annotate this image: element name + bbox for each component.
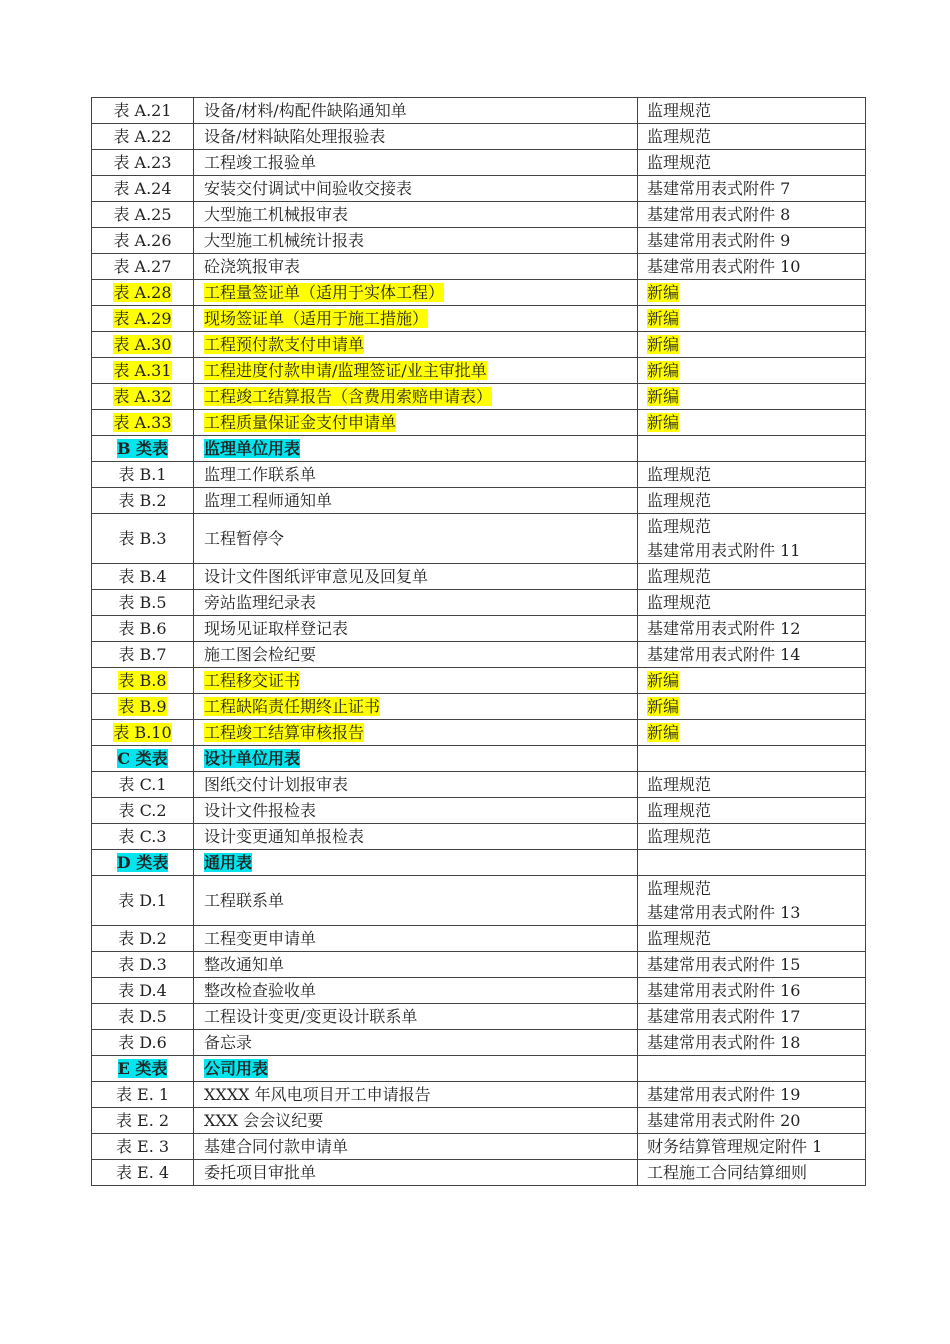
- table-row: [92, 358, 866, 384]
- form-code-cell: [92, 488, 194, 514]
- table-row: [92, 176, 866, 202]
- form-source: 基建常用表式附件 7: [647, 178, 791, 198]
- form-name: 工程竣工结算审核报告: [204, 722, 365, 742]
- form-source-cell: [638, 124, 866, 150]
- form-source-cell: [638, 772, 866, 798]
- form-name: 大型施工机械报审表: [204, 204, 349, 224]
- form-name: 工程质量保证金支付申请单: [204, 412, 397, 432]
- table-row: [92, 720, 866, 746]
- form-source-cell: [638, 564, 866, 590]
- form-name-cell: [194, 202, 638, 228]
- form-code: 表 C.1: [118, 774, 167, 794]
- form-code-cell: [92, 1160, 194, 1186]
- form-name-cell: [194, 1108, 638, 1134]
- form-name: 工程联系单: [204, 890, 285, 910]
- form-code: 表 E. 1: [115, 1084, 170, 1104]
- table-row: [92, 798, 866, 824]
- form-name: 设计文件报检表: [204, 800, 317, 820]
- form-name: 大型施工机械统计报表: [204, 230, 365, 250]
- form-code: 表 D.2: [118, 928, 167, 948]
- form-name: 工程竣工报验单: [204, 152, 317, 172]
- form-name: 图纸交付计划报审表: [204, 774, 349, 794]
- form-source-cell: [638, 668, 866, 694]
- form-name-cell: [194, 436, 638, 462]
- table-body: [92, 98, 866, 1186]
- form-code-cell: [92, 642, 194, 668]
- form-name-cell: [194, 1056, 638, 1082]
- form-code-cell: [92, 694, 194, 720]
- form-code-cell: [92, 228, 194, 254]
- table-row: [92, 1030, 866, 1056]
- form-source: 基建常用表式附件 20: [647, 1110, 801, 1130]
- form-name-cell: [194, 590, 638, 616]
- category-row: [92, 850, 866, 876]
- form-code-cell: [92, 1108, 194, 1134]
- form-code: 表 A.23: [113, 152, 172, 172]
- form-name-cell: [194, 98, 638, 124]
- forms-index-table: [91, 97, 866, 1186]
- form-name-cell: [194, 668, 638, 694]
- form-source-cell: [638, 1056, 866, 1082]
- category-row: [92, 746, 866, 772]
- form-code: E 类表: [117, 1058, 168, 1078]
- form-source-cell: [638, 642, 866, 668]
- form-source: 基建常用表式附件 18: [647, 1032, 801, 1052]
- form-source: 监理规范: [647, 800, 712, 820]
- form-name-cell: [194, 488, 638, 514]
- form-source-cell: [638, 384, 866, 410]
- form-code-cell: [92, 952, 194, 978]
- form-name-cell: [194, 952, 638, 978]
- table-row: [92, 514, 866, 564]
- form-source: 基建常用表式附件 10: [647, 256, 801, 276]
- form-code: 表 A.24: [113, 178, 172, 198]
- table-row: [92, 280, 866, 306]
- form-name-cell: [194, 824, 638, 850]
- form-code: 表 A.28: [113, 282, 172, 302]
- form-name: 工程暂停令: [204, 528, 285, 548]
- form-name: 砼浇筑报审表: [204, 256, 301, 276]
- form-name: 委托项目审批单: [204, 1162, 317, 1182]
- form-name-cell: [194, 926, 638, 952]
- form-name: 工程预付款支付申请单: [204, 334, 365, 354]
- form-source-cell: [638, 202, 866, 228]
- form-name: 监理工程师通知单: [204, 490, 333, 510]
- form-source-cell: [638, 876, 866, 926]
- form-code-cell: [92, 668, 194, 694]
- table-row: [92, 384, 866, 410]
- form-name-cell: [194, 514, 638, 564]
- form-code-cell: [92, 590, 194, 616]
- form-code-cell: [92, 746, 194, 772]
- form-code: D 类表: [116, 852, 169, 872]
- form-source-cell: [638, 850, 866, 876]
- table-row: [92, 332, 866, 358]
- form-source: 基建常用表式附件 19: [647, 1084, 801, 1104]
- form-source: 基建常用表式附件 13: [647, 902, 801, 922]
- category-title: 监理单位用表: [204, 438, 301, 458]
- form-code: 表 C.3: [118, 826, 167, 846]
- form-name-cell: [194, 462, 638, 488]
- form-source: 基建常用表式附件 15: [647, 954, 801, 974]
- form-source-cell: [638, 436, 866, 462]
- form-code: 表 A.22: [113, 126, 172, 146]
- form-code-cell: [92, 462, 194, 488]
- form-name-cell: [194, 306, 638, 332]
- form-code-cell: [92, 384, 194, 410]
- form-code-cell: [92, 254, 194, 280]
- form-code: 表 B.4: [118, 566, 167, 586]
- form-name-cell: [194, 150, 638, 176]
- form-name-cell: [194, 798, 638, 824]
- table-row: [92, 772, 866, 798]
- form-source: 新编: [647, 670, 680, 690]
- form-source: 基建常用表式附件 12: [647, 618, 801, 638]
- form-source-cell: [638, 694, 866, 720]
- form-name: 旁站监理纪录表: [204, 592, 317, 612]
- form-source-cell: [638, 590, 866, 616]
- form-name-cell: [194, 124, 638, 150]
- form-code-cell: [92, 176, 194, 202]
- form-source-cell: [638, 488, 866, 514]
- table-row: [92, 306, 866, 332]
- form-source-cell: [638, 1108, 866, 1134]
- form-code: 表 A.26: [113, 230, 172, 250]
- form-code: 表 B.2: [118, 490, 167, 510]
- form-code-cell: [92, 1030, 194, 1056]
- form-name-cell: [194, 876, 638, 926]
- form-code: 表 B.6: [118, 618, 167, 638]
- form-code-cell: [92, 410, 194, 436]
- form-name: 安装交付调试中间验收交接表: [204, 178, 413, 198]
- form-name: 工程缺陷责任期终止证书: [204, 696, 381, 716]
- form-name: 整改通知单: [204, 954, 285, 974]
- form-source-cell: [638, 150, 866, 176]
- form-code-cell: [92, 358, 194, 384]
- form-source: 监理规范: [647, 152, 712, 172]
- form-code-cell: [92, 1004, 194, 1030]
- form-source: 新编: [647, 360, 680, 380]
- form-source: 新编: [647, 722, 680, 742]
- table-row: [92, 952, 866, 978]
- form-name-cell: [194, 228, 638, 254]
- form-source: 监理规范: [647, 516, 712, 536]
- form-code: 表 A.33: [113, 412, 172, 432]
- form-code-cell: [92, 280, 194, 306]
- form-name: 基建合同付款申请单: [204, 1136, 349, 1156]
- form-code-cell: [92, 616, 194, 642]
- form-code-cell: [92, 98, 194, 124]
- category-row: [92, 1056, 866, 1082]
- table-row: [92, 564, 866, 590]
- category-title: 设计单位用表: [204, 748, 301, 768]
- form-source-cell: [638, 176, 866, 202]
- form-name-cell: [194, 1160, 638, 1186]
- form-name: 设备/材料缺陷处理报验表: [204, 126, 386, 146]
- form-code: 表 A.25: [113, 204, 172, 224]
- form-name: 设备/材料/构配件缺陷通知单: [204, 100, 407, 120]
- category-row: [92, 436, 866, 462]
- form-code: 表 D.1: [118, 890, 167, 910]
- form-source-cell: [638, 1134, 866, 1160]
- form-name: 现场签证单（适用于施工措施）: [204, 308, 429, 328]
- form-code-cell: [92, 124, 194, 150]
- form-name-cell: [194, 772, 638, 798]
- form-source: 监理规范: [647, 592, 712, 612]
- form-code: 表 B.9: [118, 696, 167, 716]
- form-source-cell: [638, 952, 866, 978]
- form-name-cell: [194, 642, 638, 668]
- form-code: 表 A.30: [113, 334, 172, 354]
- form-code-cell: [92, 1134, 194, 1160]
- form-code-cell: [92, 202, 194, 228]
- form-code: 表 E. 2: [115, 1110, 170, 1130]
- table-row: [92, 1004, 866, 1030]
- form-name-cell: [194, 358, 638, 384]
- form-name-cell: [194, 850, 638, 876]
- form-code: 表 A.21: [113, 100, 172, 120]
- form-source-cell: [638, 98, 866, 124]
- form-source-cell: [638, 306, 866, 332]
- form-name: 整改检查验收单: [204, 980, 317, 1000]
- form-source: 监理规范: [647, 490, 712, 510]
- table-row: [92, 1134, 866, 1160]
- form-source-cell: [638, 720, 866, 746]
- form-source: 监理规范: [647, 126, 712, 146]
- form-source-cell: [638, 746, 866, 772]
- table-row: [92, 1108, 866, 1134]
- form-source: 监理规范: [647, 826, 712, 846]
- form-source-cell: [638, 1160, 866, 1186]
- form-name-cell: [194, 1004, 638, 1030]
- form-source-cell: [638, 798, 866, 824]
- form-name-cell: [194, 332, 638, 358]
- form-name-cell: [194, 616, 638, 642]
- form-source: 监理规范: [647, 774, 712, 794]
- table-row: [92, 98, 866, 124]
- table-row: [92, 616, 866, 642]
- category-title: 公司用表: [204, 1058, 269, 1078]
- form-source: 新编: [647, 386, 680, 406]
- form-code: 表 B.1: [118, 464, 167, 484]
- form-name-cell: [194, 564, 638, 590]
- form-code-cell: [92, 978, 194, 1004]
- form-code-cell: [92, 850, 194, 876]
- form-name: 工程移交证书: [204, 670, 301, 690]
- form-name-cell: [194, 694, 638, 720]
- form-name-cell: [194, 384, 638, 410]
- form-name: 工程设计变更/变更设计联系单: [204, 1006, 418, 1026]
- table-row: [92, 824, 866, 850]
- form-source-cell: [638, 824, 866, 850]
- form-source: 基建常用表式附件 8: [647, 204, 791, 224]
- form-source: 基建常用表式附件 16: [647, 980, 801, 1000]
- form-name: 监理工作联系单: [204, 464, 317, 484]
- form-source-cell: [638, 254, 866, 280]
- form-code-cell: [92, 798, 194, 824]
- form-source-cell: [638, 228, 866, 254]
- form-code-cell: [92, 150, 194, 176]
- form-source: 工程施工合同结算细则: [647, 1162, 808, 1182]
- form-source-cell: [638, 1082, 866, 1108]
- form-source-cell: [638, 1030, 866, 1056]
- form-code-cell: [92, 824, 194, 850]
- form-source-cell: [638, 410, 866, 436]
- form-source-cell: [638, 616, 866, 642]
- form-name: 工程量签证单（适用于实体工程）: [204, 282, 445, 302]
- form-source-cell: [638, 978, 866, 1004]
- form-source-cell: [638, 332, 866, 358]
- form-code-cell: [92, 564, 194, 590]
- form-code: 表 D.4: [118, 980, 167, 1000]
- form-code: 表 E. 4: [115, 1162, 170, 1182]
- table-row: [92, 978, 866, 1004]
- form-code: 表 E. 3: [115, 1136, 170, 1156]
- form-name: 备忘录: [204, 1032, 253, 1052]
- table-row: [92, 1160, 866, 1186]
- table-row: [92, 668, 866, 694]
- form-name: 设计变更通知单报检表: [204, 826, 365, 846]
- form-name: 工程变更申请单: [204, 928, 317, 948]
- table-row: [92, 462, 866, 488]
- table-row: [92, 694, 866, 720]
- form-source: 基建常用表式附件 17: [647, 1006, 801, 1026]
- table-row: [92, 202, 866, 228]
- form-code: C 类表: [117, 748, 168, 768]
- form-code: 表 B.3: [118, 528, 167, 548]
- form-code-cell: [92, 772, 194, 798]
- form-code-cell: [92, 306, 194, 332]
- form-name: 工程竣工结算报告（含费用索赔申请表）: [204, 386, 493, 406]
- form-source: 监理规范: [647, 878, 712, 898]
- form-code-cell: [92, 332, 194, 358]
- form-code-cell: [92, 1082, 194, 1108]
- table-row: [92, 150, 866, 176]
- form-source-cell: [638, 926, 866, 952]
- form-source: 基建常用表式附件 14: [647, 644, 801, 664]
- form-code-cell: [92, 720, 194, 746]
- table-row: [92, 254, 866, 280]
- form-name-cell: [194, 1030, 638, 1056]
- table-row: [92, 228, 866, 254]
- table-row: [92, 590, 866, 616]
- form-source: 监理规范: [647, 100, 712, 120]
- form-code: 表 A.32: [113, 386, 172, 406]
- form-name: 施工图会检纪要: [204, 644, 317, 664]
- table-row: [92, 642, 866, 668]
- form-source-cell: [638, 1004, 866, 1030]
- form-name-cell: [194, 176, 638, 202]
- form-name: 工程进度付款申请/监理签证/业主审批单: [204, 360, 487, 380]
- table-row: [92, 876, 866, 926]
- table-row: [92, 410, 866, 436]
- form-code: 表 A.31: [113, 360, 172, 380]
- form-code-cell: [92, 1056, 194, 1082]
- form-code-cell: [92, 876, 194, 926]
- form-name-cell: [194, 280, 638, 306]
- category-title: 通用表: [204, 852, 253, 872]
- form-code: 表 B.8: [118, 670, 167, 690]
- form-code: B 类表: [116, 438, 169, 458]
- form-name-cell: [194, 410, 638, 436]
- form-source-cell: [638, 514, 866, 564]
- form-code: 表 A.27: [113, 256, 172, 276]
- form-source: 基建常用表式附件 11: [647, 540, 801, 560]
- form-source: 新编: [647, 308, 680, 328]
- form-name-cell: [194, 1134, 638, 1160]
- form-code-cell: [92, 514, 194, 564]
- form-code: 表 B.7: [118, 644, 167, 664]
- table-row: [92, 1082, 866, 1108]
- form-source: 新编: [647, 696, 680, 716]
- form-name-cell: [194, 720, 638, 746]
- form-code-cell: [92, 436, 194, 462]
- form-code-cell: [92, 926, 194, 952]
- form-name: 设计文件图纸评审意见及回复单: [204, 566, 429, 586]
- form-source: 监理规范: [647, 566, 712, 586]
- form-name-cell: [194, 1082, 638, 1108]
- form-source: 财务结算管理规定附件 1: [647, 1136, 823, 1156]
- form-source: 基建常用表式附件 9: [647, 230, 791, 250]
- form-code: 表 C.2: [118, 800, 167, 820]
- form-source-cell: [638, 280, 866, 306]
- form-name: XXXX 年风电项目开工申请报告: [204, 1084, 431, 1104]
- form-source: 新编: [647, 412, 680, 432]
- form-name: XXX 会会议纪要: [204, 1110, 324, 1130]
- form-source: 新编: [647, 282, 680, 302]
- table-row: [92, 124, 866, 150]
- form-source: 新编: [647, 334, 680, 354]
- form-code: 表 D.3: [118, 954, 167, 974]
- form-name-cell: [194, 978, 638, 1004]
- form-source-cell: [638, 358, 866, 384]
- form-code: 表 B.5: [118, 592, 167, 612]
- form-name: 现场见证取样登记表: [204, 618, 349, 638]
- form-code: 表 D.6: [118, 1032, 167, 1052]
- form-name-cell: [194, 254, 638, 280]
- form-source: 监理规范: [647, 464, 712, 484]
- form-code: 表 D.5: [118, 1006, 167, 1026]
- form-code: 表 A.29: [113, 308, 172, 328]
- table-row: [92, 488, 866, 514]
- form-source-cell: [638, 462, 866, 488]
- form-name-cell: [194, 746, 638, 772]
- form-code: 表 B.10: [113, 722, 172, 742]
- table-row: [92, 926, 866, 952]
- form-source: 监理规范: [647, 928, 712, 948]
